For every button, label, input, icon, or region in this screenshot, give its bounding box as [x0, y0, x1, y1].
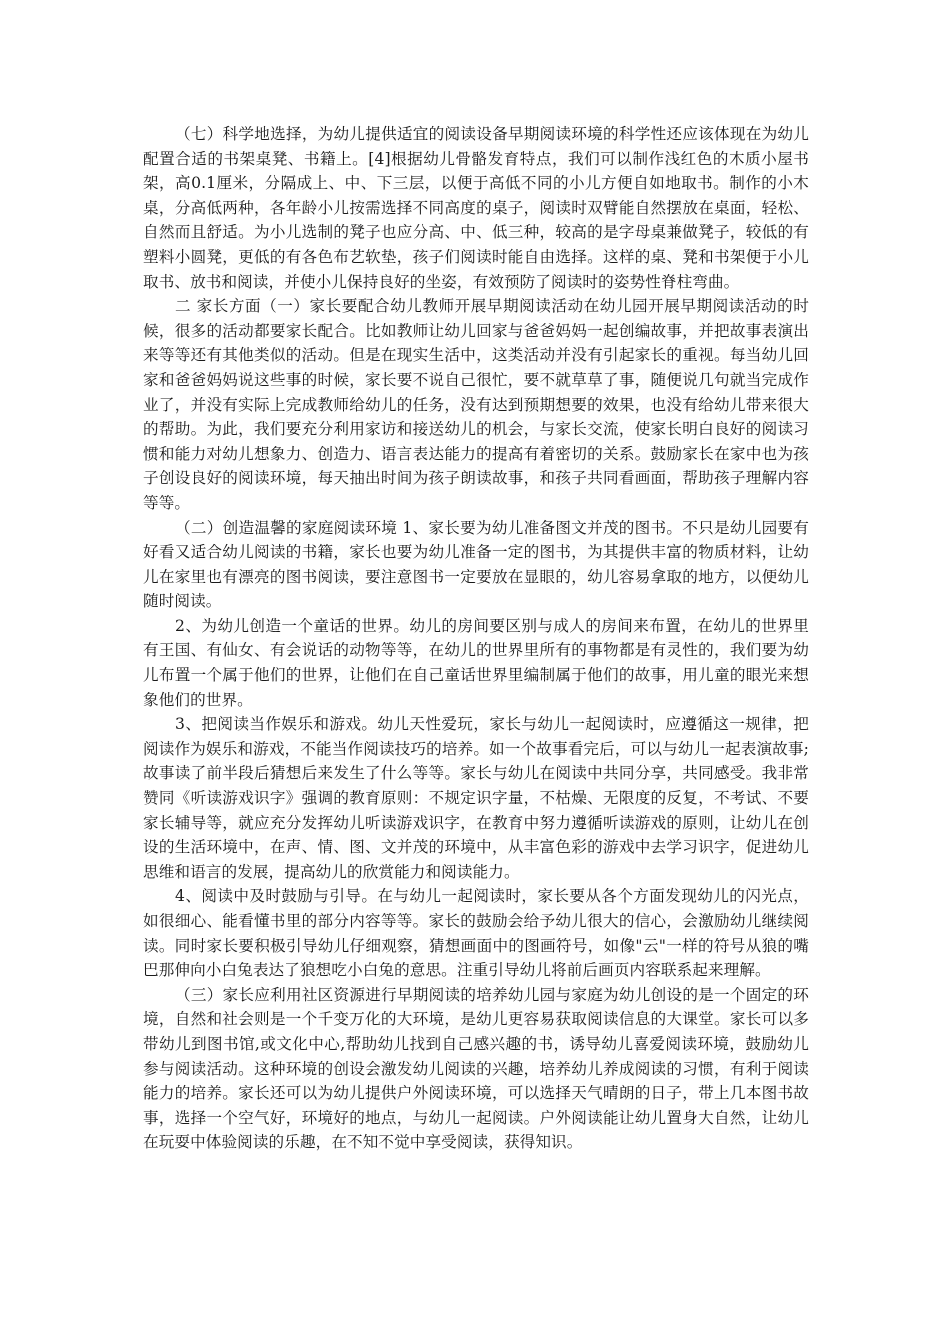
- paragraph-fairy-tale-world: 2、为幼儿创造一个童话的世界。幼儿的房间要区别与成人的房间来布置，在幼儿的世界里有王国、有仙女、有会说话的动物等等，在幼儿的世界里所有的事物都是有灵性的，我们要为幼儿布置一个属于他们的世界，让他们在自己童话世界里编制属于他们的故事，用儿童的眼光来想象他们的世界。: [143, 616, 809, 709]
- paragraph-parents-cooperation: 二 家长方面（一）家长要配合幼儿教师开展早期阅读活动在幼儿园开展早期阅读活动的时候，很多的活动都要家长配合。比如教师让幼儿回家与爸爸妈妈一起创编故事，并把故事表演出来等等还有其他类似的活动。但是在现实生活中，这类活动并没有引起家长的重视。每当幼儿回家和爸爸妈妈说这些事的时候，家长要不说自己很忙，要不就草草了事，随便说几句就当完成作业了，并没有实际上完成教师给幼儿的任务，没有达到预期想要的效果，也没有给幼儿带来很大的帮助。为此，我们要充分利用家访和接送幼儿的机会，与家长交流，使家长明白良好的阅读习惯和能力对幼儿想象力、创造力、语言表达能力的提高有着密切的关系。鼓励家长在家中也为孩子创设良好的阅读环境，每天抽出时间为孩子朗读故事，和孩子共同看画面，帮助孩子理解内容等等。: [143, 297, 809, 512]
- paragraph-home-environment: （二）创造温馨的家庭阅读环境 1、家长要为幼儿准备图文并茂的图书。不只是幼儿园要有好看又适合幼儿阅读的书籍，家长也要为幼儿准备一定的图书，为其提供丰富的物质材料，让幼儿在家里也有漂亮的图书阅读，要注意图书一定要放在显眼的，幼儿容易拿取的地方，以便幼儿随时阅读。: [143, 518, 809, 611]
- document-body: [143, 122, 809, 1155]
- paragraph-reading-as-play: 3、把阅读当作娱乐和游戏。幼儿天性爱玩，家长与幼儿一起阅读时，应遵循这一规律，把阅读作为娱乐和游戏，不能当作阅读技巧的培养。如一个故事看完后，可以与幼儿一起表演故事;故事读了前半段后猜想后来发生了什么等等。家长与幼儿在阅读中共同分享，共同感受。我非常赞同《听读游戏识字》强调的教育原则：不规定识字量，不枯燥、无限度的反复，不考试、不要家长辅导等，就应充分发挥幼儿听读游戏识字，在教育中努力遵循听读游戏的原则，让幼儿在创设的生活环境中，在声、情、图、文并茂的环境中，从丰富色彩的游戏中去学习识字，促进幼儿思维和语言的发展，提高幼儿的欣赏能力和阅读能力。: [143, 715, 809, 881]
- paragraph-encouragement: 4、阅读中及时鼓励与引导。在与幼儿一起阅读时，家长要从各个方面发现幼儿的闪光点，如很细心、能看懂书里的部分内容等等。家长的鼓励会给予幼儿很大的信心，会激励幼儿继续阅读。同时家长要积极引导幼儿仔细观察，猜想画面中的图画符号，如像"云"一样的符号从狼的嘴巴那伸向小白兔表达了狼想吃小白兔的意思。注重引导幼儿将前后画页内容联系起来理解。: [143, 887, 809, 980]
- paragraph-community-resources: （三）家长应利用社区资源进行早期阅读的培养幼儿园与家庭为幼儿创设的是一个固定的环境，自然和社会则是一个千变万化的大环境，是幼儿更容易获取阅读信息的大课堂。家长可以多带幼儿到图书馆,或文化中心,帮助幼儿找到自己感兴趣的书，诱导幼儿喜爱阅读环境，鼓励幼儿参与阅读活动。这种环境的创设会激发幼儿阅读的兴趣，培养幼儿养成阅读的习惯，有利于阅读能力的培养。家长还可以为幼儿提供户外阅读环境，可以选择天气晴朗的日子，带上几本图书故事，选择一个空气好，环境好的地点，与幼儿一起阅读。户外阅读能让幼儿置身大自然，让幼儿在玩耍中体验阅读的乐趣，在不知不觉中享受阅读，获得知识。: [143, 985, 809, 1152]
- paragraph-reading-furniture: （七）科学地选择，为幼儿提供适宜的阅读设备早期阅读环境的科学性还应该体现在为幼儿配置合适的书架桌凳、书籍上。[4]根据幼儿骨骼发育特点，我们可以制作浅红色的木质小屋书架，高0.1厘米，分隔成上、中、下三层，以便于高低不同的小儿方便自如地取书。制作的小木桌，分高低两种，各年龄小儿按需选择不同高度的桌子，阅读时双臂能自然摆放在桌面，轻松、自然而且舒适。为小儿选制的凳子也应分高、中、低三种，较高的是字母桌兼做凳子，较低的有塑料小圆凳，更低的有各色布艺软垫，孩子们阅读时能自由选择。这样的桌、凳和书架便于小儿取书、放书和阅读，并使小儿保持良好的坐姿，有效预防了阅读时的姿势性脊柱弯曲。: [143, 125, 809, 291]
